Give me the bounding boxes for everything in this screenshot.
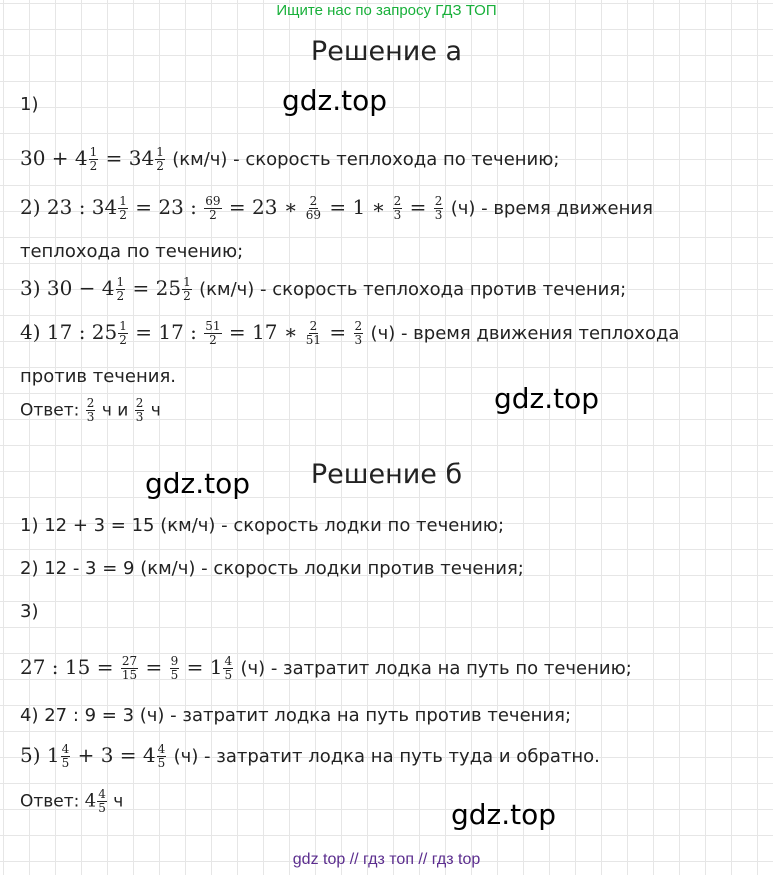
step-b5-text: (ч) - затратит лодка на путь туда и обратно. (173, 746, 600, 767)
watermark: gdz.top (282, 84, 388, 117)
fraction: $\frac{4}{5}$ (224, 654, 233, 682)
watermark: gdz.top (494, 382, 600, 415)
watermark: gdz.top (451, 798, 557, 831)
step-a4-text: (ч) - время движения теплохода (370, 323, 680, 344)
fraction: $\frac{1}{2}$ (156, 145, 164, 173)
fraction: $\frac{1}{2}$ (116, 275, 125, 303)
fraction: $\frac{2}{3}$ (354, 319, 363, 347)
fraction: $\frac{51}{2}$ (205, 319, 221, 347)
fraction: $\frac{1}{2}$ (183, 275, 191, 303)
heading-solution-b: Решение б (310, 459, 463, 490)
top-banner: Ищите нас по запросу ГДЗ ТОП (276, 2, 497, 19)
step-a3-text: (км/ч) - скорость теплохода против течения; (199, 279, 627, 300)
step-a1 (20, 146, 559, 173)
fraction: $\frac{9}{5}$ (170, 654, 179, 682)
step-b3-expr: 27 : 15 = $\frac{27}{15}$ = $\frac{9}{5}$ = 1 $\frac{4}{5}$ (20, 654, 233, 682)
fraction: $\frac{2}{3}$ (393, 194, 402, 222)
step-b1: 1) 12 + 3 = 15 (км/ч) - скорость лодки по течению; (20, 515, 505, 536)
step-a1-expr: 30 + 4 $\frac{1}{2}$ = 34 $\frac{1}{2}$ (20, 145, 164, 173)
step-a1-text: (км/ч) - скорость теплохода по течению; (172, 149, 560, 170)
step-b5 (20, 743, 600, 770)
step-a4-expr: 4) 17 : 25 $\frac{1}{2}$ = 17 : $\frac{51}{2}$ = 17 ∗ $\frac{2}{51}$ = $\frac{2}{3}$ (20, 319, 363, 347)
step-a2 (20, 195, 653, 222)
fraction: $\frac{4}{5}$ (98, 787, 106, 815)
fraction: $\frac{1}{2}$ (119, 319, 127, 347)
step-b3 (20, 655, 632, 682)
step-a1-label: 1) (20, 94, 39, 115)
step-b5-expr: 5) 1 $\frac{4}{5}$ + 3 = 4 $\frac{4}{5}$ (20, 742, 166, 770)
step-b4: 4) 27 : 9 = 3 (ч) - затратит лодка на путь против течения; (20, 705, 572, 726)
fraction: $\frac{4}{5}$ (61, 742, 70, 770)
watermark: gdz.top (145, 467, 251, 500)
fraction: $\frac{27}{15}$ (121, 654, 138, 682)
step-a2-expr: 2) 23 : 34 $\frac{1}{2}$ = 23 : $\frac{69}{2}$ = 23 ∗ $\frac{2}{69}$ = 1 ∗ $\frac{2}{3}$ = $\frac{2}{3}$ (20, 194, 443, 222)
fraction: $\frac{4}{5}$ (157, 742, 166, 770)
fraction: $\frac{2}{51}$ (305, 319, 322, 347)
answer-a: Ответ: $\frac{2}{3}$ ч и $\frac{2}{3}$ ч (20, 396, 161, 424)
step-a2-text: (ч) - время движения (450, 198, 653, 219)
fraction: $\frac{2}{3}$ (135, 396, 144, 424)
step-b3-text: (ч) - затратит лодка на путь по течению; (240, 658, 632, 679)
step-b2: 2) 12 - 3 = 9 (км/ч) - скорость лодки против течения; (20, 558, 524, 579)
fraction: $\frac{2}{3}$ (434, 194, 443, 222)
fraction: $\frac{1}{2}$ (119, 194, 127, 222)
step-b3-label: 3) (20, 601, 39, 622)
fraction: $\frac{2}{69}$ (305, 194, 322, 222)
step-a2-continuation: теплохода по течению; (20, 241, 244, 262)
step-a3-expr: 3) 30 − 4 $\frac{1}{2}$ = 25 $\frac{1}{2}$ (20, 275, 191, 303)
answer-b: Ответ: 4 $\frac{4}{5}$ ч (20, 787, 124, 815)
step-a4 (20, 320, 679, 347)
fraction: $\frac{2}{3}$ (86, 396, 95, 424)
step-a4-continuation: против течения. (20, 366, 177, 387)
fraction: $\frac{69}{2}$ (205, 194, 221, 222)
fraction: $\frac{1}{2}$ (89, 145, 98, 173)
heading-solution-a: Решение а (310, 36, 463, 67)
footer-links[interactable]: gdz top // гдз топ // гдз top (292, 851, 481, 868)
step-a3 (20, 276, 626, 303)
